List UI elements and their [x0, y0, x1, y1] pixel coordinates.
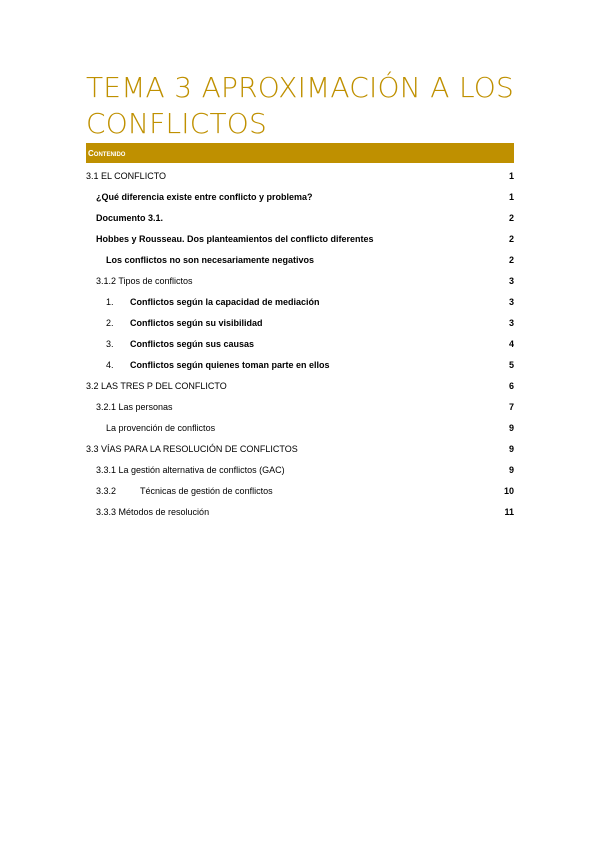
toc-entry-label: Los conflictos no son necesariamente negativos [106, 255, 315, 265]
toc-entry-label: Conflictos según sus causas [130, 339, 255, 349]
toc-entry-marker: 3.3.2 [96, 486, 117, 496]
toc-entry-page: 2 [508, 213, 514, 223]
toc-header: Contenido [86, 143, 514, 163]
toc-entry[interactable] [86, 505, 514, 519]
title-word: TEMA [86, 71, 165, 104]
toc-entry-label: 3.2 LAS TRES P DEL CONFLICTO [86, 381, 227, 391]
toc-entry-marker: 2. [106, 318, 114, 328]
toc-entry-label: 3.3.3 Métodos de resolución [96, 507, 210, 517]
toc-entry[interactable] [86, 421, 514, 435]
title-word: A [430, 71, 450, 104]
toc-entry-label: ¿Qué diferencia existe entre conflicto y problema? [96, 192, 313, 202]
toc-entry-page: 9 [508, 423, 514, 433]
toc-entry[interactable] [86, 232, 514, 246]
toc-entry-label: Conflictos según quienes toman parte en ellos [130, 360, 330, 370]
toc-entry[interactable] [86, 169, 514, 183]
toc-entry-label: Conflictos según su visibilidad [130, 318, 263, 328]
toc-entry-page: 11 [504, 507, 514, 517]
toc-entry-page: 9 [508, 444, 514, 454]
toc-entry-label: 3.1 EL CONFLICTO [86, 171, 167, 181]
title-line-1 [86, 70, 514, 106]
toc-entry[interactable] [86, 190, 514, 204]
toc-entry-page: 2 [508, 234, 514, 244]
document-title [86, 70, 514, 142]
toc-entry-label: Conflictos según la capacidad de mediación [130, 297, 320, 307]
toc-entry[interactable] [86, 400, 514, 414]
toc-entry-page: 4 [508, 339, 514, 349]
toc-entry-label: 3.3 VÍAS PARA LA RESOLUCIÓN DE CONFLICTOS [86, 444, 298, 454]
toc-entry-page: 3 [508, 297, 514, 307]
title-word: APROXIMACIÓN [201, 71, 421, 104]
toc-entry[interactable] [86, 484, 514, 498]
toc-entry-page: 1 [508, 192, 514, 202]
toc-entry-label: Documento 3.1. [96, 213, 164, 223]
toc-entry-label: La provención de conflictos [106, 423, 216, 433]
toc-entry-page: 2 [508, 255, 514, 265]
toc-entry-label: Técnicas de gestión de conflictos [140, 486, 273, 496]
toc-entry-label: 3.2.1 Las personas [96, 402, 173, 412]
toc-entry-page: 9 [508, 465, 514, 475]
toc-entry[interactable] [86, 379, 514, 393]
toc-entry-page: 6 [508, 381, 514, 391]
toc-entry-page: 10 [503, 486, 514, 496]
toc-entry-page: 3 [508, 318, 514, 328]
toc-entry[interactable] [86, 358, 514, 372]
toc-entry[interactable] [86, 442, 514, 456]
title-line-2: CONFLICTOS [86, 107, 267, 140]
toc-entry-marker: 4. [106, 360, 114, 370]
toc-entry[interactable] [86, 316, 514, 330]
toc-entry[interactable] [86, 295, 514, 309]
toc-entry-label: Hobbes y Rousseau. Dos planteamientos del conflicto diferentes [96, 234, 374, 244]
toc-entry[interactable] [86, 253, 514, 267]
toc-entry-page: 1 [508, 171, 514, 181]
toc-entry-marker: 3. [106, 339, 114, 349]
toc-entry-page: 5 [508, 360, 514, 370]
title-word: LOS [458, 71, 514, 104]
toc-entry[interactable] [86, 463, 514, 477]
toc-entry[interactable] [86, 211, 514, 225]
toc-entry[interactable] [86, 274, 514, 288]
title-word: 3 [174, 71, 193, 104]
toc-entry-label: 3.1.2 Tipos de conflictos [96, 276, 193, 286]
toc-entry-page: 7 [508, 402, 514, 412]
toc-entry-page: 3 [508, 276, 514, 286]
toc-entry-marker: 1. [106, 297, 114, 307]
toc-entry[interactable] [86, 337, 514, 351]
toc-entry-label: 3.3.1 La gestión alternativa de conflictos (GAC) [96, 465, 285, 475]
